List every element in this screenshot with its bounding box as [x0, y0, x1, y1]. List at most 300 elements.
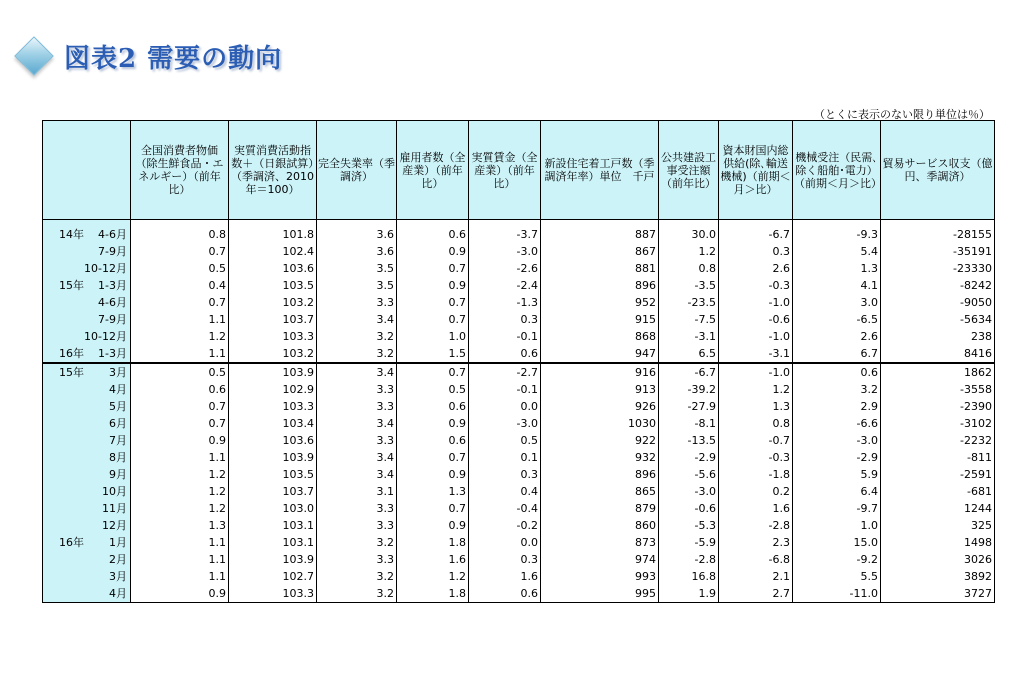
table-cell: 3.4	[317, 363, 397, 381]
row-label	[43, 277, 131, 294]
table-cell: 103.1	[229, 517, 317, 534]
row-period: 8月	[109, 451, 127, 464]
demand-table	[42, 120, 995, 603]
table-cell: -3.0	[793, 432, 881, 449]
table-cell: -0.6	[719, 311, 793, 328]
table-cell: -23330	[881, 260, 995, 277]
table-cell: 1.2	[131, 483, 229, 500]
table-cell: 0.9	[397, 277, 469, 294]
table-cell: 103.7	[229, 311, 317, 328]
table-cell: 896	[541, 466, 659, 483]
table-cell: 0.5	[131, 260, 229, 277]
table-cell: 1.2	[131, 328, 229, 345]
table-cell: 6.5	[659, 345, 719, 363]
header-period	[43, 121, 131, 220]
table-cell: 0.8	[131, 226, 229, 243]
table-cell: 0.7	[397, 363, 469, 381]
table-cell: 103.3	[229, 398, 317, 415]
table-cell: 0.7	[397, 500, 469, 517]
table-cell: 3.6	[317, 226, 397, 243]
table-cell: 1.1	[131, 568, 229, 585]
row-label	[43, 466, 131, 483]
table-cell: -1.0	[719, 363, 793, 381]
table-cell: 0.9	[131, 432, 229, 449]
table-cell: -9.7	[793, 500, 881, 517]
table-row	[43, 466, 995, 483]
table-cell: 102.4	[229, 243, 317, 260]
table-cell: 887	[541, 226, 659, 243]
row-period: 2月	[109, 553, 127, 566]
table-cell: 0.5	[469, 432, 541, 449]
table-cell: 0.9	[397, 415, 469, 432]
table-cell: 913	[541, 381, 659, 398]
column-header: 機械受注（民需､除く船舶･電力）（前期＜月＞比）	[793, 121, 881, 220]
row-label	[43, 328, 131, 345]
table-cell: -7.5	[659, 311, 719, 328]
table-cell: -6.8	[719, 551, 793, 568]
table-cell: 103.2	[229, 294, 317, 311]
row-period: 1-3月	[98, 347, 127, 360]
table-cell: 0.6	[469, 585, 541, 603]
column-header: 雇用者数（全産業）（前年比）	[397, 121, 469, 220]
row-label	[43, 517, 131, 534]
table-cell: -28155	[881, 226, 995, 243]
table-cell: 0.9	[397, 466, 469, 483]
column-header: 貿易サービス収支（億円、季調済）	[881, 121, 995, 220]
row-period: 4-6月	[98, 228, 127, 241]
table-cell: 3727	[881, 585, 995, 603]
table-cell: 1.3	[719, 398, 793, 415]
table-cell: 103.9	[229, 551, 317, 568]
table-cell: 0.3	[469, 551, 541, 568]
table-cell: -27.9	[659, 398, 719, 415]
table-cell: 1.8	[397, 585, 469, 603]
row-period: 11月	[102, 502, 127, 515]
table-cell: 3.4	[317, 311, 397, 328]
table-cell: 2.9	[793, 398, 881, 415]
table-cell: 0.9	[131, 585, 229, 603]
row-label	[43, 568, 131, 585]
table-cell: 1.9	[659, 585, 719, 603]
table-cell: 0.5	[131, 363, 229, 381]
table-cell: 0.9	[397, 243, 469, 260]
table-row	[43, 260, 995, 277]
table-cell: -3.5	[659, 277, 719, 294]
table-cell: 103.0	[229, 500, 317, 517]
table-cell: -2.6	[469, 260, 541, 277]
table-cell: 3.2	[317, 534, 397, 551]
table-cell: 16.8	[659, 568, 719, 585]
table-cell: -681	[881, 483, 995, 500]
table-cell: -35191	[881, 243, 995, 260]
row-period: 7月	[109, 434, 127, 447]
table-cell: 0.3	[469, 311, 541, 328]
table-cell: 0.8	[719, 415, 793, 432]
table-cell: 915	[541, 311, 659, 328]
row-year: 15年	[59, 279, 84, 292]
table-cell: 5.9	[793, 466, 881, 483]
table-cell: 0.6	[397, 432, 469, 449]
table-cell: 896	[541, 277, 659, 294]
table-cell: 103.3	[229, 328, 317, 345]
table-cell: 0.7	[131, 243, 229, 260]
page-title: 図表2 需要の動向	[64, 43, 283, 74]
table-cell: 1.1	[131, 449, 229, 466]
row-label	[43, 585, 131, 603]
table-cell: 3.2	[317, 345, 397, 363]
table-cell: 1.3	[131, 517, 229, 534]
table-cell: 868	[541, 328, 659, 345]
table-cell: 0.7	[397, 449, 469, 466]
row-period: 4月	[109, 587, 127, 600]
table-row	[43, 345, 995, 363]
row-label	[43, 415, 131, 432]
column-header: 新設住宅着工戸数（季調済年率）単位 千戸	[541, 121, 659, 220]
table-cell: 0.8	[659, 260, 719, 277]
table-cell: 6.7	[793, 345, 881, 363]
table-cell: 103.6	[229, 260, 317, 277]
table-cell: 0.7	[131, 398, 229, 415]
table-cell: 995	[541, 585, 659, 603]
table-cell: 8416	[881, 345, 995, 363]
table-cell: 3.3	[317, 432, 397, 449]
column-header: 実質消費活動指数＋（日銀試算）（季調済、2010年＝100）	[229, 121, 317, 220]
table-cell: 1.6	[397, 551, 469, 568]
table-cell: -23.5	[659, 294, 719, 311]
table-cell: 3.3	[317, 294, 397, 311]
table-cell: 103.5	[229, 466, 317, 483]
table-cell: -2.4	[469, 277, 541, 294]
table-cell: 0.6	[397, 398, 469, 415]
table-cell: 1498	[881, 534, 995, 551]
table-cell: 1.1	[131, 551, 229, 568]
row-period: 1月	[109, 536, 127, 549]
table-cell: 2.6	[793, 328, 881, 345]
table-cell: -5.3	[659, 517, 719, 534]
table-cell: 5.5	[793, 568, 881, 585]
table-cell: 103.9	[229, 449, 317, 466]
table-cell: -2390	[881, 398, 995, 415]
table-cell: 3.4	[317, 466, 397, 483]
row-label	[43, 449, 131, 466]
row-period: 3月	[109, 570, 127, 583]
table-body	[43, 220, 995, 603]
table-cell: 0.3	[719, 243, 793, 260]
table-cell: 3.3	[317, 500, 397, 517]
table-cell: -2591	[881, 466, 995, 483]
table-row	[43, 398, 995, 415]
table-cell: 1.2	[719, 381, 793, 398]
table-cell: -3.1	[719, 345, 793, 363]
table-cell: -39.2	[659, 381, 719, 398]
table-cell: 3.2	[317, 585, 397, 603]
table-cell: 952	[541, 294, 659, 311]
table-cell: -1.3	[469, 294, 541, 311]
row-label	[43, 363, 131, 381]
table-cell: 0.4	[469, 483, 541, 500]
table-cell: -13.5	[659, 432, 719, 449]
column-header: 完全失業率（季調済）	[317, 121, 397, 220]
table-cell: 0.7	[131, 415, 229, 432]
table-cell: 103.6	[229, 432, 317, 449]
table-cell: 993	[541, 568, 659, 585]
table-cell: 2.1	[719, 568, 793, 585]
row-period: 4-6月	[98, 296, 127, 309]
table-cell: 15.0	[793, 534, 881, 551]
table-cell: 3.5	[317, 260, 397, 277]
table-cell: 1.0	[793, 517, 881, 534]
column-header: 資本財国内総供給(除､輸送機械)（前期＜月＞比）	[719, 121, 793, 220]
table-cell: -6.6	[793, 415, 881, 432]
row-label	[43, 294, 131, 311]
table-cell: 0.6	[131, 381, 229, 398]
table-cell: 974	[541, 551, 659, 568]
table-cell: 0.9	[397, 517, 469, 534]
row-period: 7-9月	[98, 313, 127, 326]
table-cell: -8242	[881, 277, 995, 294]
table-cell: 238	[881, 328, 995, 345]
table-cell: -3102	[881, 415, 995, 432]
table-cell: 1.6	[469, 568, 541, 585]
table-cell: -3.7	[469, 226, 541, 243]
table-cell: 881	[541, 260, 659, 277]
table-row	[43, 500, 995, 517]
table-cell: 103.5	[229, 277, 317, 294]
row-year: 16年	[59, 536, 84, 549]
table-cell: 947	[541, 345, 659, 363]
table-cell: 0.5	[397, 381, 469, 398]
table-row	[43, 277, 995, 294]
row-label	[43, 432, 131, 449]
table-cell: 5.4	[793, 243, 881, 260]
table-cell: 0.6	[469, 345, 541, 363]
table-cell: -6.5	[793, 311, 881, 328]
table-cell: 102.7	[229, 568, 317, 585]
table-cell: 0.0	[469, 398, 541, 415]
table-row	[43, 381, 995, 398]
table-cell: 1.1	[131, 534, 229, 551]
title-bar	[14, 36, 282, 76]
table-cell: 4.1	[793, 277, 881, 294]
table-cell: 1.0	[397, 328, 469, 345]
table-cell: 3.3	[317, 381, 397, 398]
diamond-bullet-icon	[14, 36, 54, 76]
table-cell: 873	[541, 534, 659, 551]
column-header: 全国消費者物価（除生鮮食品・エネルギー）（前年比）	[131, 121, 229, 220]
table-cell: 3.2	[317, 328, 397, 345]
table-cell: 30.0	[659, 226, 719, 243]
table-cell: 865	[541, 483, 659, 500]
table-cell: 926	[541, 398, 659, 415]
table-cell: 3.3	[317, 551, 397, 568]
table-cell: -9.3	[793, 226, 881, 243]
table-row	[43, 551, 995, 568]
table-cell: 0.7	[397, 311, 469, 328]
table-cell: -2.9	[793, 449, 881, 466]
table-cell: 2.3	[719, 534, 793, 551]
table-cell: 860	[541, 517, 659, 534]
row-period: 1-3月	[98, 279, 127, 292]
row-label	[43, 500, 131, 517]
table-cell: 0.6	[793, 363, 881, 381]
table-cell: 0.7	[397, 260, 469, 277]
row-label	[43, 551, 131, 568]
table-row	[43, 363, 995, 381]
row-label	[43, 398, 131, 415]
table-cell: 1862	[881, 363, 995, 381]
table-cell: 1.3	[793, 260, 881, 277]
table-cell: 1.3	[397, 483, 469, 500]
table-cell: -11.0	[793, 585, 881, 603]
table-cell: -3.0	[469, 243, 541, 260]
row-label	[43, 311, 131, 328]
table-cell: -0.1	[469, 381, 541, 398]
column-header: 実質賃金（全産業）（前年比）	[469, 121, 541, 220]
table-cell: 3.5	[317, 277, 397, 294]
table-cell: 3026	[881, 551, 995, 568]
table-cell: 3.3	[317, 517, 397, 534]
row-period: 10-12月	[84, 330, 127, 343]
table-cell: -2.9	[659, 449, 719, 466]
table-row	[43, 328, 995, 345]
table-cell: 0.0	[469, 534, 541, 551]
row-period: 10月	[102, 485, 127, 498]
row-period: 9月	[109, 468, 127, 481]
table-cell: -1.0	[719, 328, 793, 345]
table-cell: 103.2	[229, 345, 317, 363]
table-cell: 3.4	[317, 449, 397, 466]
table-cell: -0.3	[719, 449, 793, 466]
table-cell: 0.6	[397, 226, 469, 243]
table-row	[43, 534, 995, 551]
table-row	[43, 585, 995, 603]
table-cell: -1.8	[719, 466, 793, 483]
table-row	[43, 415, 995, 432]
table-cell: -8.1	[659, 415, 719, 432]
table-cell: -6.7	[659, 363, 719, 381]
table-cell: 1.2	[131, 500, 229, 517]
table-cell: 3.1	[317, 483, 397, 500]
table-cell: 932	[541, 449, 659, 466]
table-cell: 3.3	[317, 398, 397, 415]
table-cell: 1.6	[719, 500, 793, 517]
table-cell: 3892	[881, 568, 995, 585]
table-cell: -3.0	[659, 483, 719, 500]
header-row	[43, 121, 995, 220]
table-cell: 2.7	[719, 585, 793, 603]
row-period: 5月	[109, 400, 127, 413]
row-label	[43, 483, 131, 500]
row-label	[43, 226, 131, 243]
table-cell: 1.5	[397, 345, 469, 363]
table-cell: -6.7	[719, 226, 793, 243]
table-cell: 6.4	[793, 483, 881, 500]
row-year: 15年	[59, 366, 84, 379]
row-period: 12月	[102, 519, 127, 532]
table-cell: -5.9	[659, 534, 719, 551]
table-cell: 102.9	[229, 381, 317, 398]
table-cell: -0.2	[469, 517, 541, 534]
table-cell: 1.8	[397, 534, 469, 551]
table-row	[43, 432, 995, 449]
row-period: 10-12月	[84, 262, 127, 275]
table-cell: 0.4	[131, 277, 229, 294]
row-period: 7-9月	[98, 245, 127, 258]
table-cell: 1.1	[131, 311, 229, 328]
table-cell: 1244	[881, 500, 995, 517]
table-cell: 103.4	[229, 415, 317, 432]
table-cell: 325	[881, 517, 995, 534]
table-cell: -9.2	[793, 551, 881, 568]
table-cell: -811	[881, 449, 995, 466]
table-cell: 3.4	[317, 415, 397, 432]
table-cell: -0.4	[469, 500, 541, 517]
table-cell: -2.8	[659, 551, 719, 568]
row-period: 3月	[109, 366, 127, 379]
table-cell: -2.7	[469, 363, 541, 381]
table-cell: 3.2	[793, 381, 881, 398]
table-cell: 0.7	[131, 294, 229, 311]
table-cell: 1.2	[659, 243, 719, 260]
row-year: 16年	[59, 347, 84, 360]
row-label	[43, 345, 131, 363]
row-label	[43, 260, 131, 277]
table-row	[43, 517, 995, 534]
table-cell: 103.3	[229, 585, 317, 603]
table-cell: -0.6	[659, 500, 719, 517]
table-cell: 3.2	[317, 568, 397, 585]
table-cell: -3.0	[469, 415, 541, 432]
table-row	[43, 449, 995, 466]
table-cell: 916	[541, 363, 659, 381]
table-cell: -5.6	[659, 466, 719, 483]
table-row	[43, 294, 995, 311]
table-cell: 3.0	[793, 294, 881, 311]
table-cell: 103.7	[229, 483, 317, 500]
table-cell: -0.3	[719, 277, 793, 294]
table-cell: 0.1	[469, 449, 541, 466]
table-cell: 2.6	[719, 260, 793, 277]
table-cell: 867	[541, 243, 659, 260]
table-cell: 103.1	[229, 534, 317, 551]
row-period: 6月	[109, 417, 127, 430]
table-cell: -0.7	[719, 432, 793, 449]
column-header: 公共建設工事受注額（前年比）	[659, 121, 719, 220]
table-cell: -2232	[881, 432, 995, 449]
table-row	[43, 483, 995, 500]
table-row	[43, 226, 995, 243]
table-row	[43, 568, 995, 585]
table-cell: 0.3	[469, 466, 541, 483]
table-cell: 922	[541, 432, 659, 449]
row-period: 4月	[109, 383, 127, 396]
table-cell: -1.0	[719, 294, 793, 311]
unit-note: （とくに表示のない限り単位は％）	[814, 108, 990, 121]
table-cell: -5634	[881, 311, 995, 328]
table-cell: -9050	[881, 294, 995, 311]
table-cell: 1.2	[397, 568, 469, 585]
table-cell: 1030	[541, 415, 659, 432]
table-cell: 3.6	[317, 243, 397, 260]
table-row	[43, 311, 995, 328]
table-cell: 103.9	[229, 363, 317, 381]
table-cell: -0.1	[469, 328, 541, 345]
row-label	[43, 534, 131, 551]
table-cell: -3558	[881, 381, 995, 398]
table-row	[43, 243, 995, 260]
table-cell: 0.7	[397, 294, 469, 311]
row-label	[43, 243, 131, 260]
